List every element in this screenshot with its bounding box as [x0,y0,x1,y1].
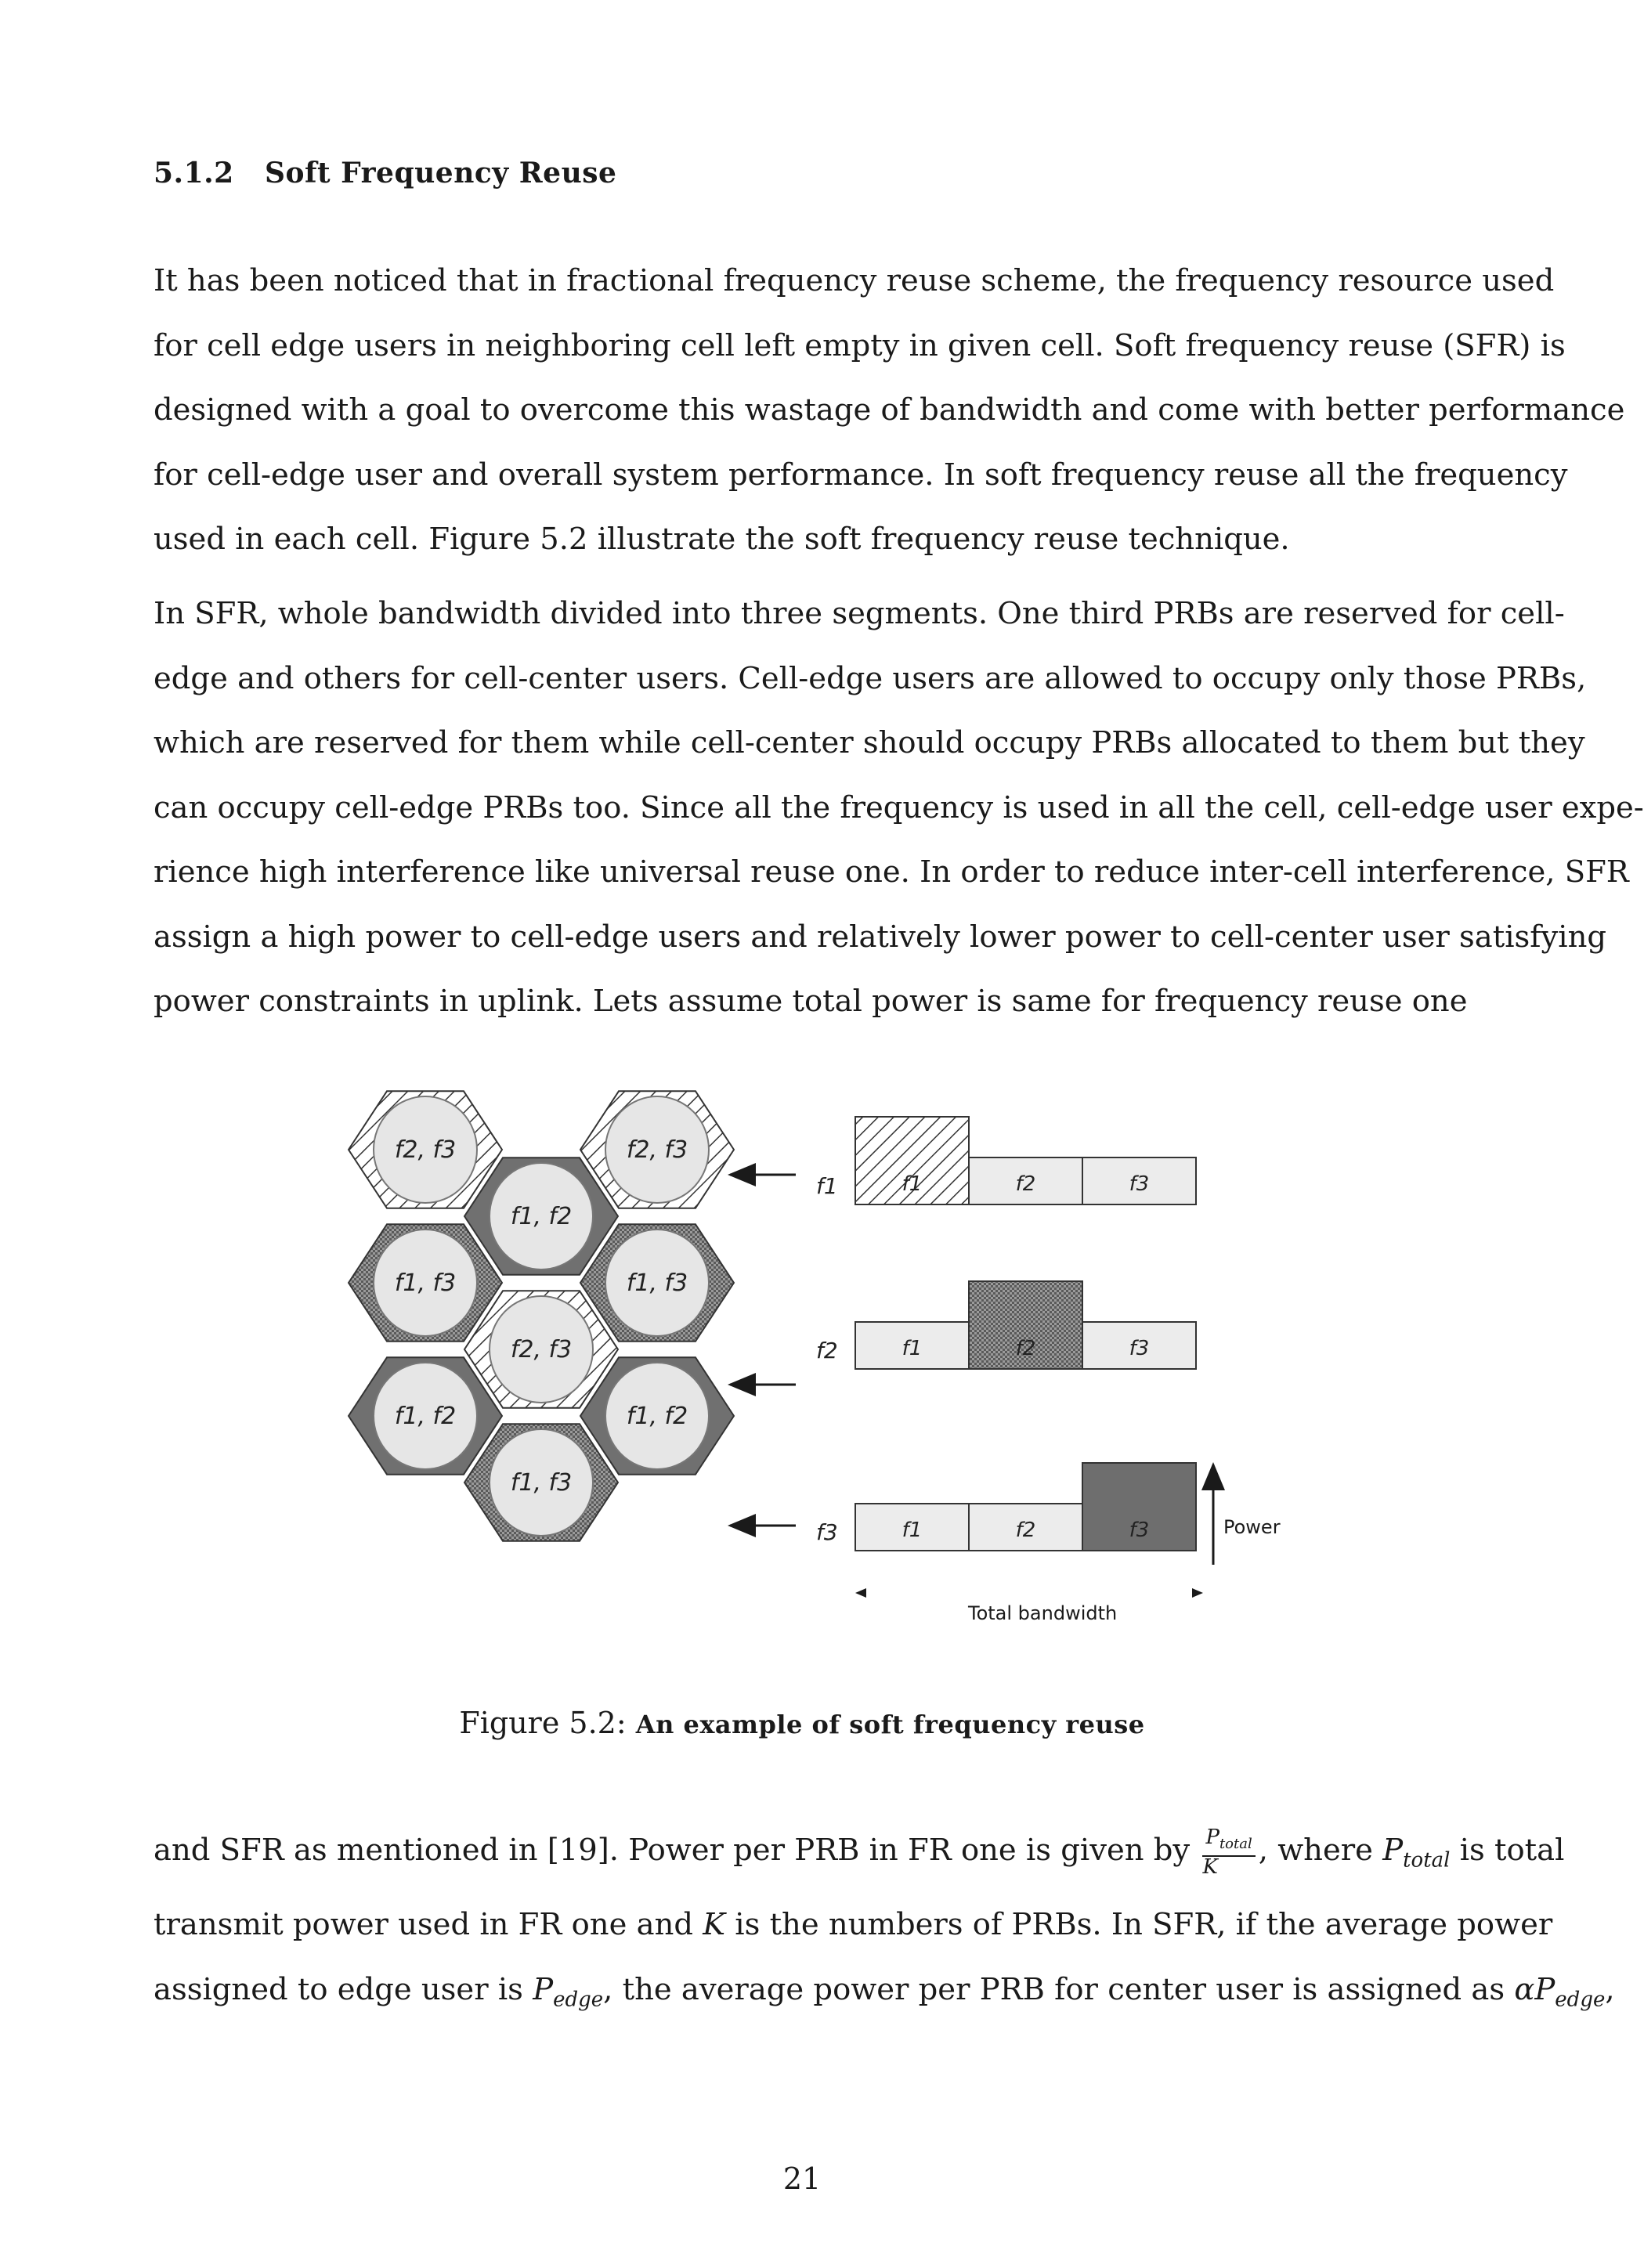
cell-frequency-label: f2, f3 [394,1136,457,1164]
bar-segment-label: f3 [1129,1337,1150,1360]
hex-cell [580,1357,734,1474]
text-run: is the numbers of PRBs. In SFR, if the average power [735,1907,1553,1943]
hex-cell [349,1091,502,1208]
power-bar-row [816,1281,1196,1369]
subscript: edge [553,1988,604,2012]
hex-cell [580,1224,734,1341]
bar-segment-label: f1 [901,1519,923,1542]
hex-cell [464,1157,618,1274]
hexagon-cluster [349,1091,796,1540]
text-run: and SFR as mentioned in [19]. Power per PRB in FR one is given by [154,1833,1191,1868]
figure-soft-frequency-reuse [349,1071,1305,1667]
paragraph-line: rience high interference like universal reuse one. In order to reduce inter-cell interference, SFR [154,854,1629,890]
paragraph-line: edge and others for cell-center users. Cell-edge users are allowed to occupy only those PRBs, [154,660,1587,696]
power-bar-row [816,1463,1196,1551]
math-symbol: P [1534,1971,1555,2007]
bar-segment-label: f1 [901,1337,923,1360]
text-run: assigned to edge user is [154,1971,523,2007]
hex-cell [349,1357,502,1474]
paragraph-line [154,1818,1565,1893]
page-number: 21 [782,2161,822,2196]
hex-cell [464,1424,618,1540]
paragraph-power [154,1818,1615,2032]
bar-row-label: f1 [816,1173,838,1199]
text-run: , the average power per PRB for center user is assigned as [603,1971,1505,2007]
fraction-numerator: P [1205,1826,1219,1850]
power-label: Power [1223,1516,1281,1538]
cell-frequency-label: f1, f2 [510,1203,573,1230]
cell-frequency-label: f1, f2 [394,1403,457,1430]
bar-segment-label: f3 [1129,1172,1150,1196]
power-arrow [1213,1464,1281,1565]
paragraph-line: designed with a goal to overcome this wastage of bandwidth and come with better performance [154,392,1625,428]
math-symbol: K [703,1907,726,1943]
math-symbol: α [1514,1971,1535,2007]
hex-cell [349,1224,502,1341]
bar-row-label: f3 [816,1519,838,1545]
math-symbol: P [533,1971,554,2007]
paragraph-line: can occupy cell-edge PRBs too. Since all the frequency is used in all the cell, cell-edge user expe- [154,789,1644,825]
text-run: , where [1258,1833,1373,1868]
paragraph-line: power constraints in uplink. Lets assume total power is same for frequency reuse one [154,984,1468,1019]
paragraph-line: In SFR, whole bandwidth divided into three segments. One third PRBs are reserved for cell- [154,596,1565,631]
text-run: is total [1459,1833,1565,1868]
cell-frequency-label: f1, f2 [626,1403,688,1430]
cell-frequency-label: f1, f3 [394,1269,457,1297]
figure-caption [0,1706,1604,1740]
bar-segment-label: f1 [901,1172,923,1196]
text-run: transmit power used in FR one and [154,1907,694,1943]
paragraph-line [154,1958,1615,2032]
subscript: total [1403,1848,1451,1873]
fraction-p-total-over-k [1202,1826,1255,1879]
paragraph-intro [154,249,1625,572]
bar-segment-label: f2 [1015,1519,1036,1542]
section-title: Soft Frequency Reuse [265,157,617,190]
bar-segment-label: f3 [1129,1519,1150,1542]
paragraph-line: which are reserved for them while cell-center should occupy PRBs allocated to them but they [154,725,1585,760]
fraction-denominator: K [1202,1854,1218,1879]
paragraph-line: It has been noticed that in fractional frequency reuse scheme, the frequency resource used [154,263,1555,298]
paragraph-line: for cell edge users in neighboring cell left empty in given cell. Soft frequency reuse (SFR) is [154,327,1566,363]
cell-frequency-label: f2, f3 [510,1336,573,1363]
hex-cell [580,1091,734,1208]
sfr-diagram [349,1071,1305,1667]
math-symbol: P [1382,1833,1404,1868]
paragraph-line: assign a high power to cell-edge users and relatively lower power to cell-center user satisfying [154,919,1607,955]
caption-title: An example of soft frequency reuse [635,1710,1145,1739]
section-heading [154,157,616,190]
bar-row-label: f2 [816,1338,838,1363]
section-number: 5.1.2 [154,157,234,190]
bandwidth-label: Total bandwidth [968,1602,1118,1624]
caption-prefix: Figure 5.2: [459,1706,627,1740]
text-run: , [1605,1971,1615,2007]
cell-frequency-label: f1, f3 [626,1269,688,1297]
bar-segment-label: f2 [1015,1172,1036,1196]
hex-cell [464,1291,618,1407]
bar-segment-label: f2 [1015,1337,1036,1360]
subscript: total [1219,1836,1252,1853]
subscript: edge [1555,1988,1606,2012]
bandwidth-arrow [855,1588,1203,1624]
paragraph-line [154,1893,1553,1958]
paragraph-sfr [154,582,1644,1035]
paragraph-line: used in each cell. Figure 5.2 illustrate the soft frequency reuse technique. [154,522,1290,557]
cell-frequency-label: f2, f3 [626,1136,688,1164]
paragraph-line: for cell-edge user and overall system performance. In soft frequency reuse all the frequency [154,457,1568,493]
power-bar-charts [816,1117,1196,1551]
power-bar-row [816,1117,1196,1204]
cell-frequency-label: f1, f3 [510,1469,573,1497]
